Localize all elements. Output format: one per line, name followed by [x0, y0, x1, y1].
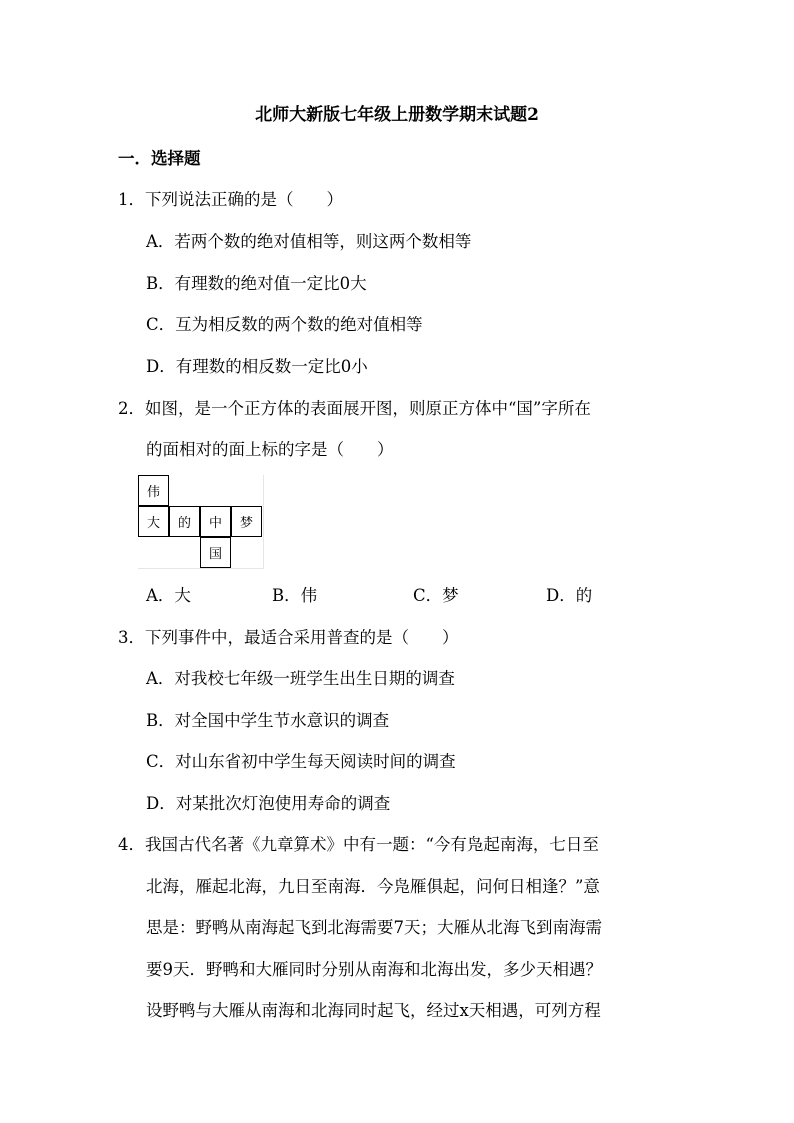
- q2-stem-line1: 2．如图，是一个正方体的表面展开图，则原正方体中“国”字所在: [118, 399, 591, 418]
- q2-option-a: A．大: [146, 586, 191, 605]
- q3-stem: 3．下列事件中，最适合采用普查的是（ ）: [118, 628, 459, 647]
- q1-option-d: D．有理数的相反数一定比0小: [146, 357, 368, 376]
- q2-option-d: D．的: [546, 586, 593, 605]
- q4-line-5: 设野鸭与大雁从南海和北海同时起飞，经过x天相遇，可列方程: [146, 1001, 601, 1020]
- q4-line-3: 思是：野鸭从南海起飞到北海需要7天；大雁从北海飞到南海需: [146, 918, 602, 937]
- q3-option-a: A．对我校七年级一班学生出生日期的调查: [146, 669, 455, 688]
- q3-option-d: D．对某批次灯泡使用寿命的调查: [146, 794, 391, 813]
- net-cell-middle-2: 的: [169, 506, 200, 537]
- q2-stem-line2: 的面相对的面上标的字是（ ）: [146, 440, 394, 459]
- q3-option-b: B．对全国中学生节水意识的调查: [146, 711, 390, 730]
- q4-line-1: 4．我国古代名著《九章算术》中有一题：“今有凫起南海，七日至: [118, 835, 599, 854]
- section-heading: 一．选择题: [118, 149, 201, 168]
- net-cell-bottom: 国: [200, 537, 231, 568]
- page-title: 北师大新版七年级上册数学期末试题2: [255, 105, 539, 125]
- net-cell-middle-3: 中: [200, 506, 231, 537]
- cube-net-figure: [138, 475, 266, 569]
- q3-option-c: C．对山东省初中学生每天阅读时间的调查: [146, 752, 456, 771]
- net-cell-middle-1: 大: [138, 506, 169, 537]
- q1-stem: 1．下列说法正确的是（ ）: [118, 190, 343, 209]
- net-cell-top: 伟: [138, 475, 169, 506]
- q4-line-4: 要9天．野鸭和大雁同时分别从南海和北海出发，多少天相遇？: [146, 960, 602, 979]
- q2-option-b: B．伟: [272, 586, 318, 605]
- q1-option-b: B．有理数的绝对值一定比0大: [146, 274, 367, 293]
- q1-option-a: A．若两个数的绝对值相等，则这两个数相等: [146, 232, 472, 251]
- q2-option-c: C．梦: [413, 586, 459, 605]
- q4-line-2: 北海，雁起北海，九日至南海．今凫雁俱起，问何日相逢？”意: [146, 877, 600, 896]
- net-cell-middle-4: 梦: [231, 506, 262, 537]
- q1-option-c: C．互为相反数的两个数的绝对值相等: [146, 315, 423, 334]
